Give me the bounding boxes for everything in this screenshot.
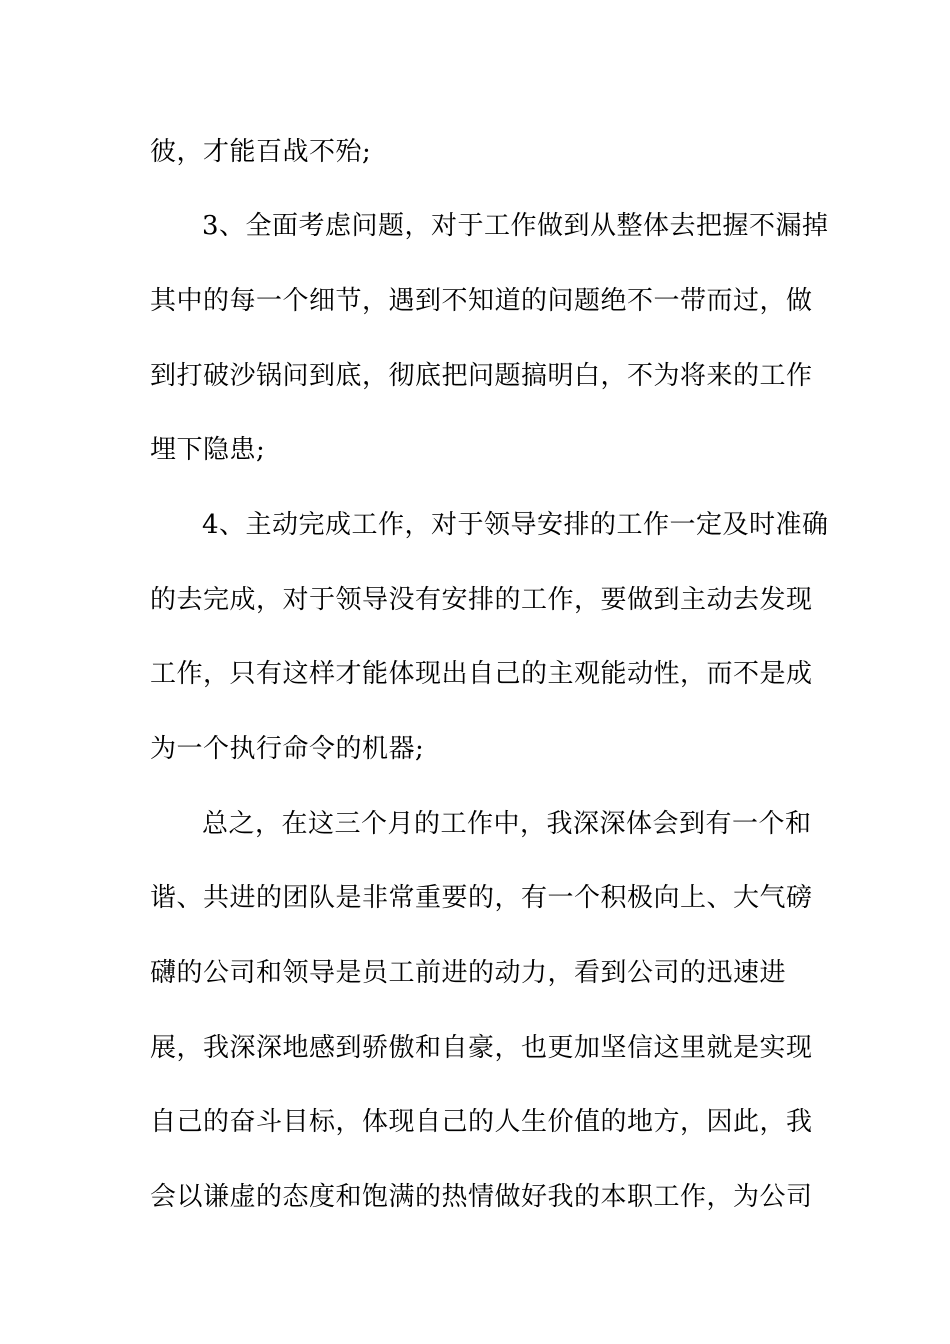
- text-line: 为一个执行命令的机器;: [150, 734, 425, 764]
- text-line: 埋下隐患;: [150, 435, 266, 465]
- text-line: 的去完成，对于领导没有安排的工作，要做到主动去发现: [150, 585, 813, 615]
- text-line: 4、主动完成工作，对于领导安排的工作一定及时准确: [202, 510, 829, 540]
- text-line: 礴的公司和领导是员工前进的动力，看到公司的迅速进: [150, 958, 787, 988]
- text-line: 3、全面考虑问题，对于工作做到从整体去把握不漏掉: [202, 211, 829, 241]
- text-line: 工作，只有这样才能体现出自己的主观能动性，而不是成: [150, 659, 813, 689]
- text-line: 彼，才能百战不殆;: [150, 137, 372, 167]
- text-line: 展，我深深地感到骄傲和自豪，也更加坚信这里就是实现: [150, 1033, 813, 1063]
- text-line: 总之，在这三个月的工作中，我深深体会到有一个和: [202, 809, 812, 839]
- text-line: 其中的每一个细节，遇到不知道的问题绝不一带而过，做: [150, 286, 813, 316]
- text-line: 自己的奋斗目标，体现自己的人生价值的地方，因此，我: [150, 1107, 813, 1137]
- text-line: 谐、共进的团队是非常重要的，有一个积极向上、大气磅: [150, 883, 813, 913]
- text-line: 到打破沙锅问到底，彻底把问题搞明白，不为将来的工作: [150, 361, 813, 391]
- text-line: 会以谦虚的态度和饱满的热情做好我的本职工作，为公司: [150, 1182, 813, 1212]
